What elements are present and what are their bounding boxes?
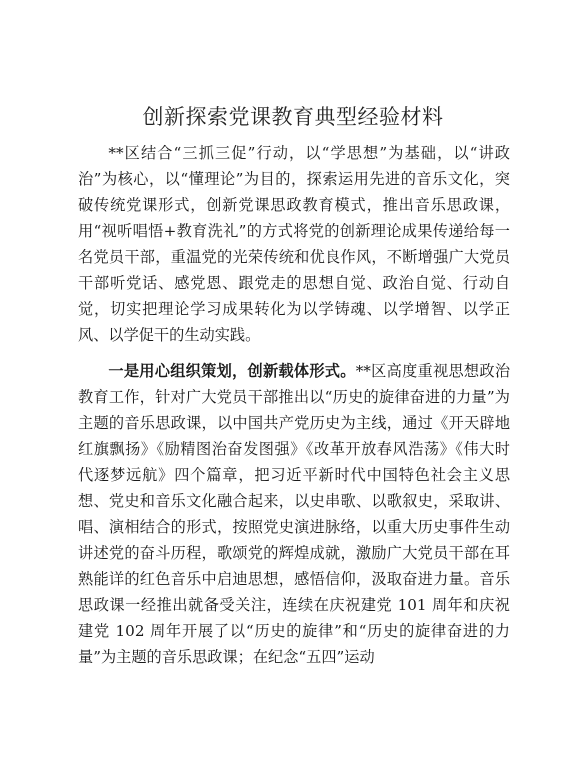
- paragraph-section-one: [78, 358, 510, 670]
- paragraph-text: **区结合“三抓三促”行动，以“学思想”为基础，以“讲政治”为核心，以“懂理论”为目的，探索运用先进的音乐文化，突破传统党课形式，创新党课思政教育模式，推出音乐思政课，用“视听唱悟+教育洗礼”的方式将党的创新理论成果传递给每一名党员干部，重温党的光荣传统和优良作风，不断增强广大党员干部听党话、感党恩、跟党走的思想自觉、政治自觉、行动自觉，切实把理论学习成果转化为以学铸魂、以学增智、以学正风、以学促干的生动实践。: [78, 144, 510, 344]
- paragraph-text: **区高度重视思想政治教育工作，针对广大党员干部推出以“历史的旋律奋进的力量”为主题的音乐思政课，以中国共产党历史为主线，通过《开天辟地红旗飘扬》《励精图治奋发图强》《改革开放春风浩荡》《伟大时代逐梦远航》四个篇章，把习近平新时代中国特色社会主义思想、党史和音乐文化融合起来，以史串歌、以歌叙史，采取讲、唱、演相结合的形式，按照党史演进脉络，以重大历史事件生动讲述党的奋斗历程，歌颂党的辉煌成就，激励广大党员干部在耳熟能详的红色音乐中启迪思想，感悟信仰，汲取奋进力量。音乐思政课一经推出就备受关注，连续在庆祝建党 101 周年和庆祝建党 102 周年开展了以“历史的旋律”和“历史的旋律奋进的力量”为主题的音乐思政课；在纪念“五四”运动: [78, 362, 511, 666]
- paragraph-intro: [78, 140, 510, 348]
- document-title: 创新探索党课教育典型经验材料: [142, 105, 444, 129]
- paragraph-lead: 一是用心组织策划，创新载体形式。: [108, 362, 356, 380]
- document-body: [78, 140, 510, 670]
